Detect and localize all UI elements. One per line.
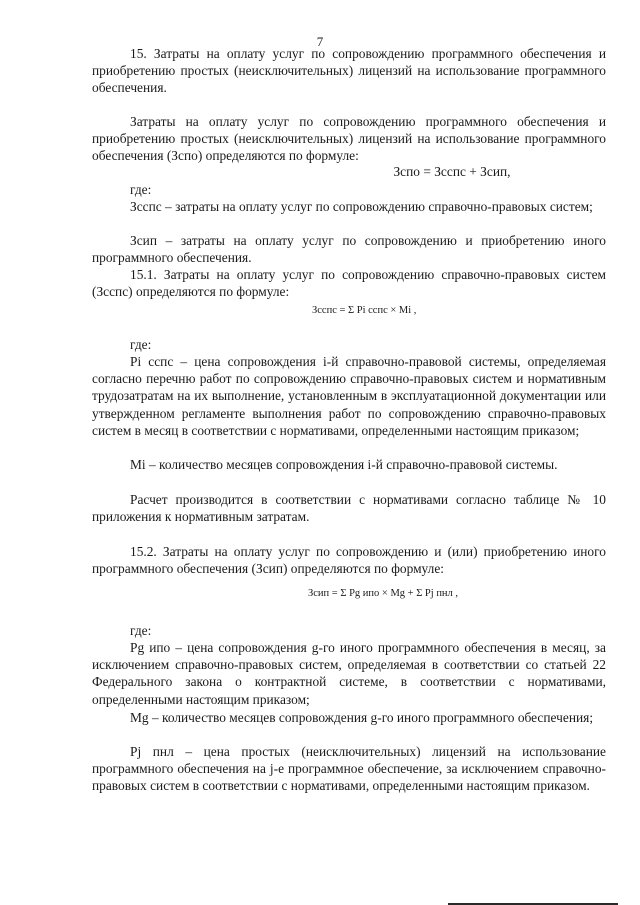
where-label-1: где: [130,182,152,197]
definition-pg: Pg ипо – цена сопровождения g-го иного программного обеспечения в месяц, за исключением справочно-правовых систем, определяемая в соответствии со статьей 22 Федерального закона о контрактной системе, в соответствии с нормативами, определенными настоящим приказом; [92,640,606,707]
definition-mi: Mi – количество месяцев сопровождения i-й справочно-правовой системы. [130,457,558,472]
definition-zsip: Зсип – затраты на оплату услуг по сопровождению и приобретению иного программного обеспечения. [92,233,606,266]
definition-pi: Pi сспс – цена сопровождения i-й справочно-правовой системы, определяемая согласно перечню работ по сопровождению справочно-правовых систем и нормативным трудозатратам на их выполнение, установленным в эксплуатационной документации или утвержденном регламенте выполнения работ по сопровождению справочно-правовых систем в месяц в соответствии с нормативами, определенными настоящим приказом; [92,354,606,438]
definition-mg: Mg – количество месяцев сопровождения g-го иного программного обеспечения; [130,710,594,725]
formula-1: Зспо = Зсспс + Зсип, [393,164,511,179]
section-15-2-text: 15.2. Затраты на оплату услуг по сопровождению и (или) приобретению иного программного обеспечения (Зсип) определяются по формуле: [92,544,606,577]
section-15-text: Затраты на оплату услуг по сопровождению программного обеспечения и приобретению простых (неисключительных) лицензий на использование программного обеспечения (Зспо) определяются по формуле: [92,114,606,164]
definition-pj: Pj пнл – цена простых (неисключительных) лицензий на использование программного обеспечения на j-е программное обеспечение, за исключением справочно-правовых систем в соответствии с нормативами, определенными настоящим приказом. [92,744,606,794]
where-label-2: где: [130,337,152,352]
calculation-note: Расчет производится в соответствии с нормативами согласно таблице № 10 приложения к нормативным затратам. [92,492,606,525]
formula-2: Зсспс = Σ Pi сспс × Mi , [312,305,417,316]
where-label-3: где: [130,623,152,638]
definition-zsspc: Зсспс – затраты на оплату услуг по сопровождению справочно-правовых систем; [130,199,593,214]
formula-3: Зсип = Σ Pg ипо × Mg + Σ Pj пнл , [308,588,459,599]
section-15-heading: 15. Затраты на оплату услуг по сопровождению программного обеспечения и приобретению простых (неисключительных) лицензий на использование программного обеспечения. [92,46,606,96]
section-15-1-text: 15.1. Затраты на оплату услуг по сопровождению справочно-правовых систем (Зсспс) определяются по формуле: [92,267,606,300]
page-number: 7 [316,34,324,49]
